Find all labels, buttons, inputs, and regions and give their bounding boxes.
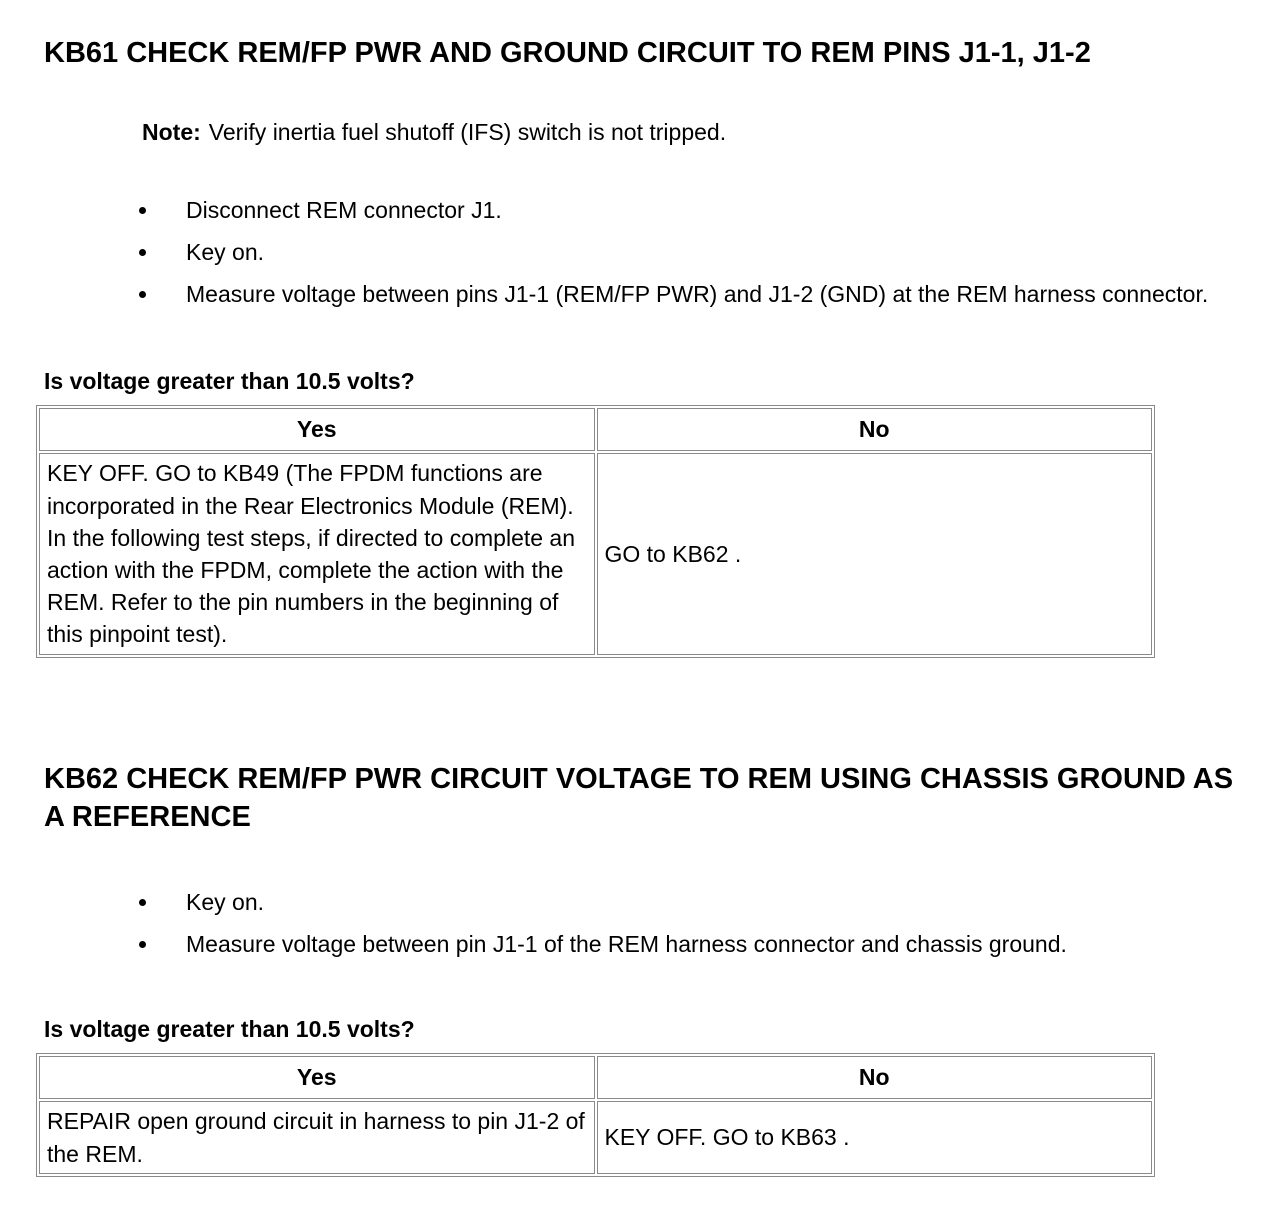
bullet-item: • Disconnect REM connector J1.	[160, 194, 1236, 227]
table-cell-yes: KEY OFF. GO to KB49 (The FPDM functions are incorporated in the Rear Electronics Module (REM). In the following test steps, if directed to complete an action with the FPDM, complete the action with the REM. Refer to the pin numbers in the beginning of this pinpoint test).	[39, 453, 595, 654]
table-header-no: No	[597, 1056, 1153, 1099]
table-header-row	[39, 408, 1152, 451]
table-header-no: No	[597, 408, 1153, 451]
section-kb61	[44, 34, 1236, 658]
bullet-item: • Key on.	[160, 236, 1236, 269]
note-label: Note:	[142, 119, 201, 146]
decision-table-kb62	[36, 1053, 1155, 1176]
procedure-bullet-list	[44, 194, 1236, 310]
table-header-yes: Yes	[39, 408, 595, 451]
note-text: Verify inertia fuel shutoff (IFS) switch is not tripped.	[208, 119, 727, 146]
decision-question: Is voltage greater than 10.5 volts?	[44, 368, 415, 395]
table-header-yes: Yes	[39, 1056, 595, 1099]
section-kb61-heading: KB61 CHECK REM/FP PWR AND GROUND CIRCUIT TO REM PINS J1-1, J1-2	[44, 37, 1091, 69]
table-header-row	[39, 1056, 1152, 1099]
bullet-item: • Key on.	[160, 886, 1236, 919]
table-cell-yes: REPAIR open ground circuit in harness to pin J1-2 of the REM.	[39, 1101, 595, 1173]
bullet-item: • Measure voltage between pin J1-1 of the REM harness connector and chassis ground.	[160, 928, 1236, 961]
note-line	[142, 116, 1236, 148]
decision-table-kb61	[36, 405, 1155, 657]
table-row	[39, 453, 1152, 654]
decision-question: Is voltage greater than 10.5 volts?	[44, 1016, 415, 1043]
table-row	[39, 1101, 1152, 1173]
section-kb62	[44, 760, 1236, 1177]
procedure-bullet-list	[44, 886, 1236, 960]
bullet-item: • Measure voltage between pins J1-1 (REM/FP PWR) and J1-2 (GND) at the REM harness connector.	[160, 278, 1236, 311]
section-kb62-heading: KB62 CHECK REM/FP PWR CIRCUIT VOLTAGE TO REM USING CHASSIS GROUND AS A REFERENCE	[44, 762, 1234, 833]
table-cell-no: GO to KB62 .	[597, 453, 1153, 654]
table-cell-no: KEY OFF. GO to KB63 .	[597, 1101, 1153, 1173]
